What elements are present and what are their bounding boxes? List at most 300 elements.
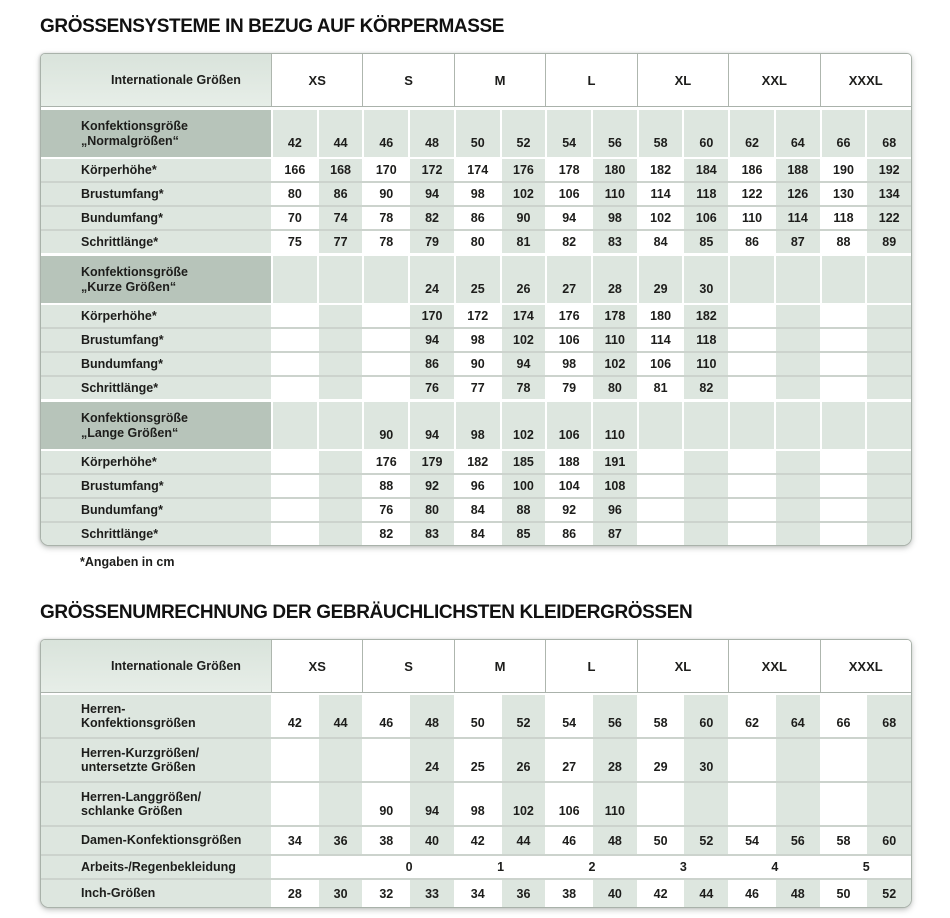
header-label: Internationale Größen [111, 72, 241, 87]
band-size-cell: 52 [502, 110, 546, 157]
value-cell: 68 [867, 695, 911, 737]
measurement-row [41, 229, 911, 253]
value-cell [730, 353, 774, 375]
header-label-cell [41, 54, 271, 106]
row-label-cell [41, 183, 271, 205]
band-size-cell: 27 [547, 256, 591, 303]
band-row [41, 399, 911, 449]
value-cell: 36 [319, 827, 363, 854]
value-cell: 92 [547, 499, 591, 521]
row-label: Bundumfang* [81, 356, 163, 371]
row-label-cell [41, 159, 271, 181]
value-cell: 114 [639, 183, 683, 205]
value-cell [319, 475, 363, 497]
value-cell [822, 451, 866, 473]
row-label-cell [41, 739, 271, 781]
value-cell [730, 305, 774, 327]
value-cell [776, 329, 820, 351]
value-cell: 98 [456, 183, 500, 205]
size-group-cell-m: M [454, 640, 545, 692]
value-cell [364, 739, 408, 781]
value-cell: 40 [410, 827, 454, 854]
value-cell: 82 [410, 207, 454, 229]
group-value-cell: 0 [364, 856, 453, 878]
band-row [41, 253, 911, 303]
row-label-cell [41, 856, 271, 878]
value-cell: 170 [364, 159, 408, 181]
value-cell: 46 [730, 880, 774, 907]
value-cell [776, 305, 820, 327]
conversion-row [41, 854, 911, 878]
value-cell: 96 [593, 499, 637, 521]
value-cell: 106 [547, 783, 591, 825]
value-cell: 192 [867, 159, 911, 181]
value-cell [867, 523, 911, 545]
value-cell: 106 [547, 329, 591, 351]
value-cell: 106 [684, 207, 728, 229]
band-size-cell: 28 [593, 256, 637, 303]
size-group-cell-s: S [362, 640, 453, 692]
band-size-cell [684, 402, 728, 449]
value-cell [867, 451, 911, 473]
value-cell [319, 353, 363, 375]
value-cell [776, 739, 820, 781]
value-cell: 36 [502, 880, 546, 907]
value-cell: 188 [776, 159, 820, 181]
value-cell [730, 451, 774, 473]
value-cell [639, 451, 683, 473]
value-cell: 110 [730, 207, 774, 229]
value-cell: 46 [547, 827, 591, 854]
value-cell [273, 353, 317, 375]
value-cell: 52 [502, 695, 546, 737]
row-label-cell [41, 880, 271, 907]
value-cell [364, 329, 408, 351]
value-cell [273, 451, 317, 473]
value-cell: 102 [502, 329, 546, 351]
row-label: Brustumfang* [81, 332, 164, 347]
value-cell: 90 [364, 783, 408, 825]
value-cell: 166 [273, 159, 317, 181]
measurement-row [41, 449, 911, 473]
value-cell: 44 [319, 695, 363, 737]
value-cell [273, 377, 317, 399]
band-size-cell: 56 [593, 110, 637, 157]
value-cell [273, 475, 317, 497]
row-label: Brustumfang* [81, 186, 164, 201]
value-cell: 81 [502, 231, 546, 253]
value-cell: 60 [867, 827, 911, 854]
value-cell: 82 [364, 523, 408, 545]
value-cell: 25 [456, 739, 500, 781]
value-cell: 178 [547, 159, 591, 181]
value-cell: 110 [593, 783, 637, 825]
value-cell: 54 [730, 827, 774, 854]
value-cell [319, 329, 363, 351]
measurement-row [41, 205, 911, 229]
value-cell [867, 475, 911, 497]
label-line: Konfektionsgröße [81, 119, 188, 133]
measurement-row [41, 497, 911, 521]
value-cell [730, 739, 774, 781]
value-cell: 81 [639, 377, 683, 399]
conversion-row [41, 825, 911, 854]
value-cell [273, 739, 317, 781]
value-cell: 29 [639, 739, 683, 781]
value-cell: 86 [730, 231, 774, 253]
value-cell: 118 [684, 183, 728, 205]
value-cell: 28 [593, 739, 637, 781]
value-cell: 78 [364, 207, 408, 229]
size-group-cell-xxxl: XXXL [820, 640, 911, 692]
value-cell: 80 [410, 499, 454, 521]
value-cell: 26 [502, 739, 546, 781]
band-size-cell [319, 256, 363, 303]
value-cell: 182 [684, 305, 728, 327]
band-size-cell [776, 256, 820, 303]
value-cell: 48 [593, 827, 637, 854]
value-cell: 98 [593, 207, 637, 229]
band-size-cell [867, 402, 911, 449]
band-size-cell: 68 [867, 110, 911, 157]
row-label-cell [41, 231, 271, 253]
value-cell: 186 [730, 159, 774, 181]
value-cell: 170 [410, 305, 454, 327]
band-size-cell: 42 [273, 110, 317, 157]
value-cell [776, 475, 820, 497]
value-cell: 46 [364, 695, 408, 737]
row-label-cell [41, 523, 271, 545]
label-line: schlanke Größen [81, 804, 183, 818]
value-cell: 84 [456, 523, 500, 545]
row-label-cell [41, 353, 271, 375]
band-size-cell: 30 [684, 256, 728, 303]
value-cell [867, 739, 911, 781]
value-cell: 50 [639, 827, 683, 854]
band-size-cell [273, 402, 317, 449]
band-size-cell [730, 402, 774, 449]
band-label-cell [41, 110, 271, 157]
size-conversion-table [40, 639, 912, 908]
value-cell: 79 [547, 377, 591, 399]
conversion-row [41, 878, 911, 907]
value-cell: 80 [273, 183, 317, 205]
value-cell [319, 523, 363, 545]
value-cell [730, 377, 774, 399]
value-cell: 118 [684, 329, 728, 351]
value-cell: 110 [593, 329, 637, 351]
band-size-cell [364, 256, 408, 303]
value-cell: 85 [684, 231, 728, 253]
measurement-row [41, 521, 911, 545]
label-line: Konfektionsgrößen [81, 716, 196, 730]
value-cell: 40 [593, 880, 637, 907]
band-size-cell: 58 [639, 110, 683, 157]
band-label-cell [41, 256, 271, 303]
band-size-cell: 25 [456, 256, 500, 303]
band-size-cell [639, 402, 683, 449]
value-cell [822, 377, 866, 399]
value-cell: 94 [410, 183, 454, 205]
row-label: Schrittlänge* [81, 380, 159, 395]
value-cell: 32 [364, 880, 408, 907]
size-group-cell-xl: XL [637, 54, 728, 106]
row-label: Schrittlänge* [81, 526, 159, 541]
row-label-cell [41, 475, 271, 497]
value-cell: 70 [273, 207, 317, 229]
value-cell: 102 [502, 783, 546, 825]
band-label-cell [41, 402, 271, 449]
band-size-cell: 26 [502, 256, 546, 303]
group-value-cell: 5 [822, 856, 911, 878]
band-size-cell [273, 256, 317, 303]
value-cell [867, 353, 911, 375]
value-cell: 174 [502, 305, 546, 327]
band-size-cell: 44 [319, 110, 363, 157]
row-label: Körperhöhe* [81, 308, 157, 323]
group-value-cell: 2 [547, 856, 636, 878]
value-cell: 92 [410, 475, 454, 497]
value-cell: 110 [593, 183, 637, 205]
value-cell: 118 [822, 207, 866, 229]
value-cell: 98 [456, 329, 500, 351]
row-label: Bundumfang* [81, 210, 163, 225]
value-cell: 52 [867, 880, 911, 907]
value-cell [822, 523, 866, 545]
value-cell: 190 [822, 159, 866, 181]
value-cell [684, 523, 728, 545]
label-line: Herren-Kurzgrößen/ [81, 745, 200, 760]
value-cell: 176 [502, 159, 546, 181]
value-cell: 56 [593, 695, 637, 737]
value-cell: 86 [547, 523, 591, 545]
row-label-cell [41, 499, 271, 521]
page-title-body-measurements: GRÖSSENSYSTEME IN BEZUG AUF KÖRPERMASSE [40, 16, 505, 37]
value-cell: 50 [456, 695, 500, 737]
value-cell [867, 377, 911, 399]
value-cell: 74 [319, 207, 363, 229]
value-cell: 76 [364, 499, 408, 521]
label-line: Herren- [81, 701, 126, 716]
value-cell: 58 [822, 827, 866, 854]
row-label: Schrittlänge* [81, 234, 159, 249]
row-label-cell [41, 329, 271, 351]
value-cell: 82 [547, 231, 591, 253]
size-group-cell-xxl: XXL [728, 54, 819, 106]
value-cell: 134 [867, 183, 911, 205]
value-cell: 38 [547, 880, 591, 907]
value-cell: 102 [593, 353, 637, 375]
measurement-row [41, 473, 911, 497]
value-cell [319, 783, 363, 825]
value-cell [273, 305, 317, 327]
value-cell: 179 [410, 451, 454, 473]
value-cell: 88 [364, 475, 408, 497]
value-cell [639, 499, 683, 521]
size-group-cell-xxl: XXL [728, 640, 819, 692]
value-cell: 104 [547, 475, 591, 497]
value-cell [776, 377, 820, 399]
value-cell: 76 [410, 377, 454, 399]
value-cell [273, 523, 317, 545]
value-cell [730, 499, 774, 521]
value-cell: 77 [456, 377, 500, 399]
value-cell: 184 [684, 159, 728, 181]
row-label-cell [41, 305, 271, 327]
value-cell: 62 [730, 695, 774, 737]
value-cell: 54 [547, 695, 591, 737]
value-cell: 42 [456, 827, 500, 854]
value-cell [776, 353, 820, 375]
value-cell [273, 329, 317, 351]
row-label: Körperhöhe* [81, 454, 157, 469]
value-cell [822, 783, 866, 825]
value-cell [684, 451, 728, 473]
footnote-units: *Angaben in cm [80, 555, 175, 569]
value-cell: 83 [410, 523, 454, 545]
band-size-cell: 66 [822, 110, 866, 157]
value-cell: 100 [502, 475, 546, 497]
value-cell: 64 [776, 695, 820, 737]
value-cell: 44 [684, 880, 728, 907]
size-group-cell-m: M [454, 54, 545, 106]
value-cell [867, 305, 911, 327]
value-cell [319, 451, 363, 473]
value-cell: 86 [410, 353, 454, 375]
value-cell [776, 499, 820, 521]
band-size-cell [867, 256, 911, 303]
value-cell: 90 [502, 207, 546, 229]
size-group-cell-l: L [545, 640, 636, 692]
value-cell: 87 [776, 231, 820, 253]
value-cell: 182 [456, 451, 500, 473]
value-cell [319, 377, 363, 399]
band-size-cell: 98 [456, 402, 500, 449]
value-cell: 96 [456, 475, 500, 497]
conversion-row [41, 781, 911, 825]
value-cell: 106 [639, 353, 683, 375]
value-cell: 89 [867, 231, 911, 253]
band-size-cell: 102 [502, 402, 546, 449]
band-size-cell: 60 [684, 110, 728, 157]
value-cell: 180 [639, 305, 683, 327]
size-group-cell-xs: XS [271, 640, 362, 692]
value-cell: 94 [410, 329, 454, 351]
band-size-cell: 24 [410, 256, 454, 303]
value-cell: 176 [547, 305, 591, 327]
value-cell: 78 [364, 231, 408, 253]
label-line: Herren-Langgrößen/ [81, 789, 202, 804]
header-label: Internationale Größen [111, 658, 241, 673]
size-group-cell-xs: XS [271, 54, 362, 106]
band-size-cell [822, 402, 866, 449]
value-cell: 48 [776, 880, 820, 907]
group-value-cell: 1 [456, 856, 545, 878]
value-cell: 66 [822, 695, 866, 737]
value-cell: 176 [364, 451, 408, 473]
value-cell [730, 523, 774, 545]
band-size-cell: 54 [547, 110, 591, 157]
value-cell [867, 499, 911, 521]
value-cell: 188 [547, 451, 591, 473]
group-value-cell: 3 [639, 856, 728, 878]
measurement-row [41, 157, 911, 181]
value-cell: 80 [456, 231, 500, 253]
value-cell [684, 783, 728, 825]
value-cell: 174 [456, 159, 500, 181]
value-cell [319, 305, 363, 327]
value-cell [364, 377, 408, 399]
size-group-cell-xl: XL [637, 640, 728, 692]
value-cell: 172 [456, 305, 500, 327]
size-group-cell-l: L [545, 54, 636, 106]
value-cell: 114 [639, 329, 683, 351]
band-size-cell [730, 256, 774, 303]
value-cell: 126 [776, 183, 820, 205]
row-label-cell [41, 377, 271, 399]
measurement-row [41, 327, 911, 351]
value-cell [639, 783, 683, 825]
row-label-cell [41, 827, 271, 854]
value-cell: 24 [410, 739, 454, 781]
table-header-row [41, 54, 911, 107]
value-cell [867, 783, 911, 825]
band-size-cell: 90 [364, 402, 408, 449]
value-cell: 34 [273, 827, 317, 854]
value-cell: 102 [639, 207, 683, 229]
value-cell: 79 [410, 231, 454, 253]
band-size-cell: 48 [410, 110, 454, 157]
value-cell: 82 [684, 377, 728, 399]
value-cell: 122 [730, 183, 774, 205]
size-group-cell-s: S [362, 54, 453, 106]
value-cell: 98 [456, 783, 500, 825]
value-cell: 85 [502, 523, 546, 545]
value-cell [822, 329, 866, 351]
value-cell: 50 [822, 880, 866, 907]
value-cell [684, 499, 728, 521]
value-cell [730, 475, 774, 497]
measurement-row [41, 181, 911, 205]
value-cell [776, 451, 820, 473]
value-cell [822, 739, 866, 781]
measurement-row [41, 303, 911, 327]
value-cell: 52 [684, 827, 728, 854]
value-cell: 60 [684, 695, 728, 737]
header-label-cell [41, 640, 271, 692]
group-value-cell: 4 [730, 856, 819, 878]
value-cell: 56 [776, 827, 820, 854]
value-cell: 80 [593, 377, 637, 399]
value-cell [776, 783, 820, 825]
value-cell: 108 [593, 475, 637, 497]
band-size-cell: 106 [547, 402, 591, 449]
value-cell [364, 305, 408, 327]
value-cell: 168 [319, 159, 363, 181]
value-cell [273, 783, 317, 825]
label-line: Damen-Konfektionsgrößen [81, 833, 242, 848]
label-line: „Kurze Größen“ [81, 279, 177, 294]
value-cell [730, 783, 774, 825]
value-cell: 84 [639, 231, 683, 253]
row-label-cell [41, 783, 271, 825]
value-cell: 102 [502, 183, 546, 205]
band-size-cell: 29 [639, 256, 683, 303]
value-cell [273, 499, 317, 521]
value-cell: 88 [502, 499, 546, 521]
value-cell: 44 [502, 827, 546, 854]
label-line: „Lange Größen“ [81, 425, 179, 440]
